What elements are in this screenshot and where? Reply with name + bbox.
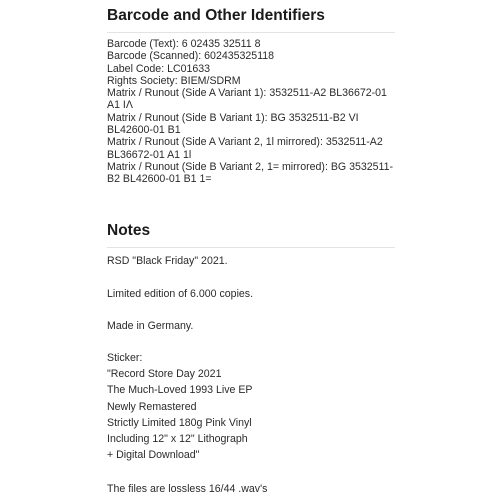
matrix-side-a-variant-1: Matrix / Runout (Side A Variant 1): 3532511-A2 BL36672-01 A1 IΛ bbox=[107, 87, 387, 112]
notes-divider bbox=[107, 247, 395, 248]
matrix-side-b-variant-1: Matrix / Runout (Side B Variant 1): BG 3532511-B2 VI BL42600-01 B1 bbox=[107, 111, 359, 137]
notes-limited-edition: Limited edition of 6.000 copies. bbox=[107, 288, 254, 300]
sticker-line: Including 12" x 12" Lithograph bbox=[107, 433, 248, 446]
sticker-line: The Much-Loved 1993 Live EP bbox=[107, 384, 253, 397]
sticker-line: Strictly Limited 180g Pink Vinyl bbox=[107, 416, 252, 429]
label-code: Label Code: LC01633 bbox=[107, 62, 211, 75]
notes-sticker bbox=[107, 350, 395, 463]
sticker-line: + Digital Download" bbox=[107, 449, 200, 462]
notes-rsd: RSD "Black Friday" 2021. bbox=[107, 255, 228, 267]
identifiers-list bbox=[107, 38, 395, 186]
sticker-line: "Record Store Day 2021 bbox=[107, 368, 222, 381]
notes-made-in: Made in Germany. bbox=[107, 320, 194, 332]
notes-heading: Notes bbox=[107, 222, 151, 239]
matrix-side-b-variant-2: Matrix / Runout (Side B Variant 2, 1= mirrored): BG 3532511-B2 BL42600-01 B1 1= bbox=[107, 160, 394, 186]
barcode-text: Barcode (Text): 6 02435 32511 8 bbox=[107, 38, 261, 50]
notes-file-format: The files are lossless 16/44 .wav's bbox=[107, 483, 268, 495]
sticker-line: Sticker: bbox=[107, 352, 143, 364]
rights-society: Rights Society: BIEM/SDRM bbox=[107, 74, 241, 87]
identifiers-divider bbox=[107, 32, 395, 33]
sticker-line: Newly Remastered bbox=[107, 400, 197, 413]
identifiers-heading: Barcode and Other Identifiers bbox=[107, 7, 325, 24]
matrix-side-a-variant-2: Matrix / Runout (Side A Variant 2, 1l mirrored): 3532511-A2 BL36672-01 A1 1l bbox=[107, 136, 383, 161]
barcode-scanned: Barcode (Scanned): 602435325118 bbox=[107, 50, 275, 63]
